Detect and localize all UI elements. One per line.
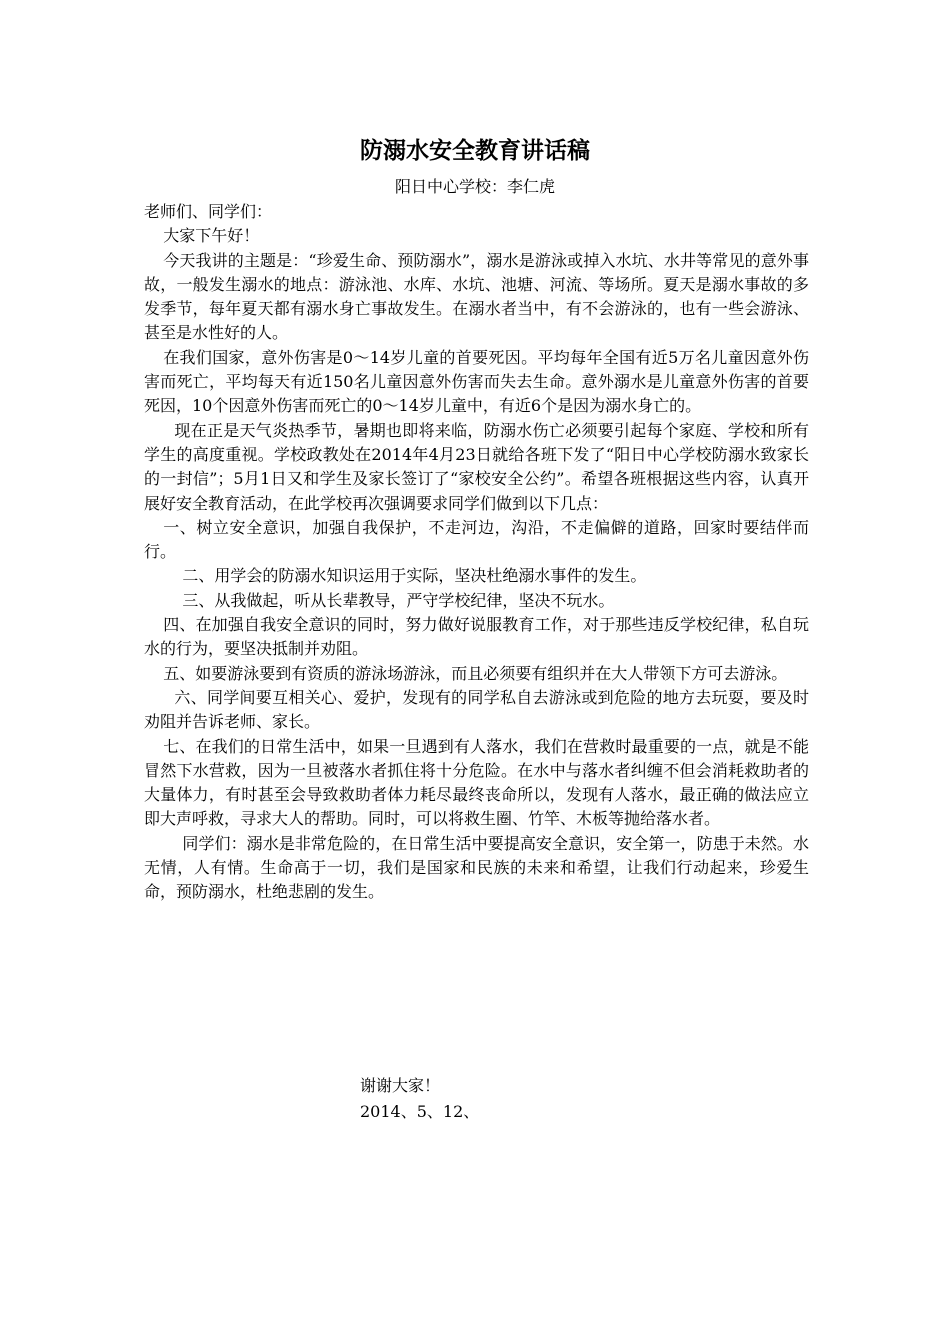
rule-3-paragraph: 三、从我做起，听从长辈教导，严守学校纪律，坚决不玩水。: [182, 590, 615, 610]
rule-1-paragraph: 一、树立安全意识，加强自我保护，不走河边，沟沿，不走偏僻的道路，回家时要结伴而行。: [144, 517, 809, 562]
rule-7-paragraph: 七、在我们的日常生活中，如果一旦遇到有人落水，我们在营救时最重要的一点，就是不能冒然下水营救，因为一旦被落水者抓住将十分危险。在水中与落水者纠缠不但会消耗救助者的大量体力，有时甚至会导致救助者体力耗尽最终丧命所以，发现有人落水，最正确的做法应立即大声呼救，寻求大人的帮助。同时，可以将救生圈、竹竿、木板等抛给落水者。: [144, 736, 809, 829]
greeting-paragraph: 大家下午好！: [163, 226, 260, 246]
closing-block: [360, 1073, 479, 1125]
conclusion-paragraph: 同学们：溺水是非常危险的，在日常生活中要提高安全意识，安全第一，防患于未然。水无情，人有情。生命高于一切，我们是国家和民族的未来和希望，让我们行动起来，珍爱生命，预防溺水，杜绝悲剧的发生。: [144, 833, 809, 902]
topic-paragraph: 今天我讲的主题是：“珍爱生命、预防溺水”，溺水是游泳或掉入水坑、水井等常见的意外事故，一般发生溺水的地点：游泳池、水库、水坑、池塘、河流、等场所。夏天是溺水事故的多发季节，每年夏天都有溺水身亡事故发生。在溺水者当中，有不会游泳的，也有一些会游泳、甚至是水性好的人。: [144, 250, 809, 343]
author-line: 阳日中心学校：李仁虎: [394, 177, 555, 196]
closing-thanks: 谢谢大家！: [360, 1076, 441, 1095]
statistics-paragraph: 在我们国家，意外伤害是0～14岁儿童的首要死因。平均每年全国有近5万名儿童因意外伤害而死亡，平均每天有近150名儿童因意外伤害而失去生命。意外溺水是儿童意外伤害的首要死因，10个因意外伤害而死亡的0～14岁儿童中，有近6个是因为溺水身亡的。: [144, 347, 809, 416]
rule-5-paragraph: 五、如要游泳要到有资质的游泳场游泳，而且必须要有组织并在大人带领下方可去游泳。: [163, 663, 788, 683]
season-paragraph: 现在正是天气炎热季节，暑期也即将来临，防溺水伤亡必须要引起每个家庭、学校和所有学生的高度重视。学校政教处在2014年4月23日就给各班下发了“阳日中心学校防溺水致家长的一封信”；5月1日又和学生及家长签订了“家校安全公约”。希望各班根据这些内容，认真开展好安全教育活动，在此学校再次强调要求同学们做到以下几点：: [144, 420, 809, 513]
rule-4-paragraph: 四、在加强自我安全意识的同时，努力做好说服教育工作，对于那些违反学校纪律，私自玩水的行为，要坚决抵制并劝阻。: [144, 615, 809, 659]
salutation: 老师们、同学们：: [144, 202, 273, 221]
document-title: 防溺水安全教育讲话稿: [360, 138, 590, 164]
document-date: 2014、5、12、: [360, 1102, 480, 1121]
rule-2-paragraph: 二、用学会的防溺水知识运用于实际，坚决杜绝溺水事件的发生。: [182, 566, 647, 586]
document-body: [144, 200, 809, 905]
rule-6-paragraph: 六、同学间要互相关心、爱护，发现有的同学私自去游泳或到危险的地方去玩耍，要及时劝阻并告诉老师、家长。: [144, 687, 809, 732]
